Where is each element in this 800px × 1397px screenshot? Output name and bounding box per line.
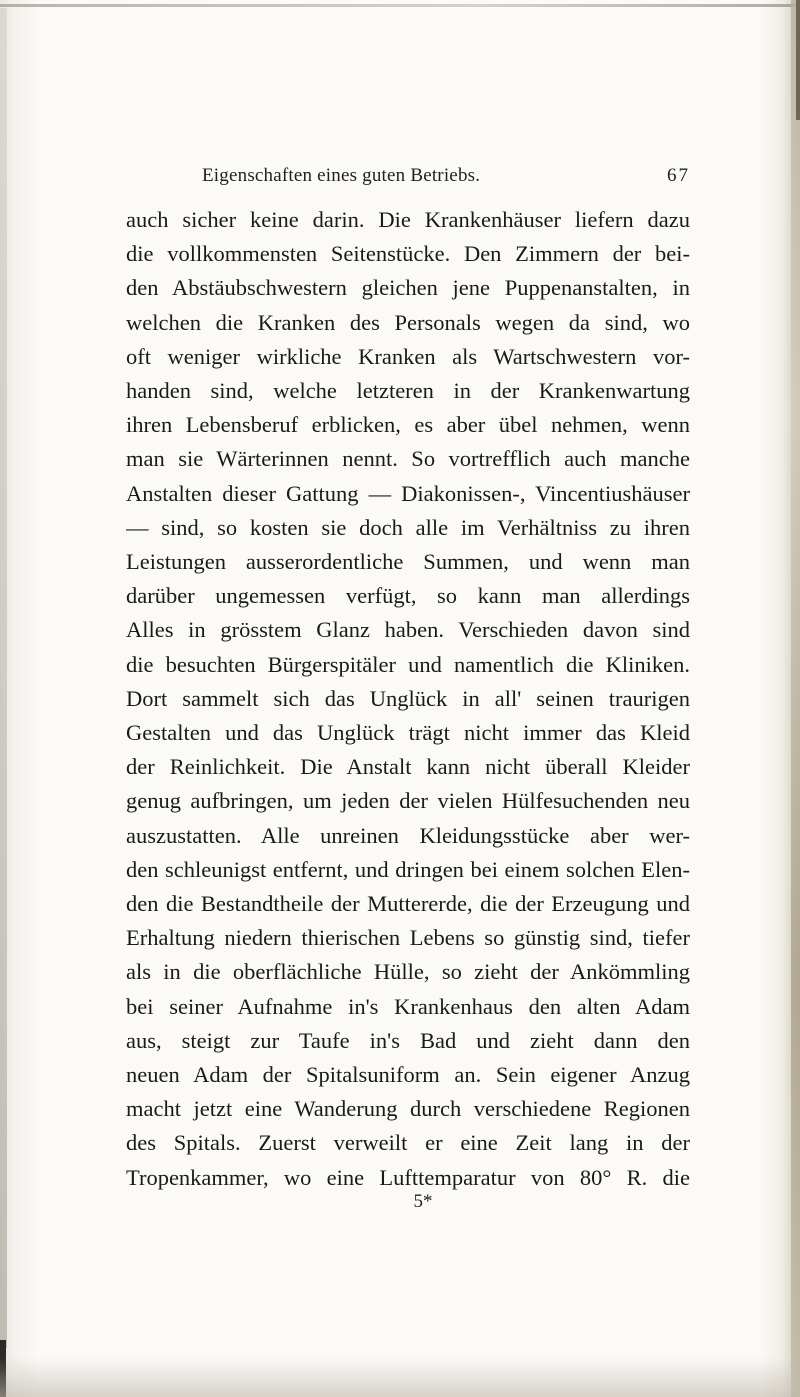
text-line: oft weniger wirkliche Kranken als Wartschwestern vor-: [126, 343, 690, 369]
text-line: Tropenkammer, wo eine Lufttemparatur von 80° R. die: [126, 1164, 690, 1190]
scan-top-edge: [0, 4, 800, 7]
text-line: die vollkommensten Seitenstücke. Den Zimmern der bei-: [126, 241, 690, 267]
text-line: Gestalten und das Unglück trägt nicht immer das Kleid: [126, 720, 690, 746]
text-line: neuen Adam der Spitalsuniform an. Sein eigener Anzug: [126, 1062, 690, 1088]
text-line: bei seiner Aufnahme in's Krankenhaus den alten Adam: [126, 993, 690, 1019]
scan-bottom-shade: [0, 1357, 800, 1397]
text-line: man sie Wärterinnen nennt. So vortrefflich auch manche: [126, 446, 690, 472]
text-line: Alles in grösstem Glanz haben. Verschieden davon sind: [126, 617, 690, 643]
body-text: [126, 203, 690, 1195]
text-line: Erhaltung niedern thierischen Lebens so günstig sind, tiefer: [126, 925, 690, 951]
text-line: auszustatten. Alle unreinen Kleidungsstücke aber wer-: [126, 822, 690, 848]
page-number: 67: [667, 165, 690, 186]
text-line: Leistungen ausserordentliche Summen, und wenn man: [126, 549, 690, 575]
text-line: auch sicher keine darin. Die Krankenhäuser liefern dazu: [126, 207, 690, 232]
text-line: den die Bestandtheile der Muttererde, die der Erzeugung und: [126, 891, 690, 917]
text-line: Anstalten dieser Gattung — Diakonissen-, Vincentiushäuser: [126, 480, 690, 506]
book-page: [126, 165, 690, 1213]
text-line: Dort sammelt sich das Unglück in all' seinen traurigen: [126, 685, 690, 711]
text-line: — sind, so kosten sie doch alle im Verhältniss zu ihren: [126, 514, 690, 540]
scan-left-edge: [0, 8, 7, 1348]
text-line: macht jetzt eine Wanderung durch verschiedene Regionen: [126, 1096, 690, 1122]
running-title: Eigenschaften eines guten Betriebs.: [202, 165, 481, 186]
running-head: [126, 165, 690, 195]
text-line: darüber ungemessen verfügt, so kann man allerdings: [126, 583, 690, 609]
text-line: den Abstäubschwestern gleichen jene Puppenanstalten, in: [126, 275, 690, 301]
text-line: des Spitals. Zuerst verweilt er eine Zeit lang in der: [126, 1130, 690, 1156]
scan-right-edge: [791, 0, 800, 1397]
text-line: aus, steigt zur Taufe in's Bad und zieht dann den: [126, 1027, 690, 1053]
text-line: die besuchten Bürgerspitäler und namentlich die Kliniken.: [126, 651, 690, 677]
text-line: genug aufbringen, um jeden der vielen Hülfesuchenden neu: [126, 788, 690, 814]
scan-right-corner: [796, 0, 800, 120]
text-line: den schleunigst entfernt, und dringen bei einem solchen Elen-: [126, 856, 690, 882]
text-line: welchen die Kranken des Personals wegen da sind, wo: [126, 309, 690, 335]
text-line: als in die oberflächliche Hülle, so zieht der Ankömmling: [126, 959, 690, 985]
text-line: handen sind, welche letzteren in der Krankenwartung: [126, 378, 690, 404]
signature-mark: 5*: [413, 1190, 433, 1212]
text-line: der Reinlichkeit. Die Anstalt kann nicht überall Kleider: [126, 754, 690, 780]
text-line: ihren Lebensberuf erblicken, es aber übel nehmen, wenn: [126, 412, 690, 438]
